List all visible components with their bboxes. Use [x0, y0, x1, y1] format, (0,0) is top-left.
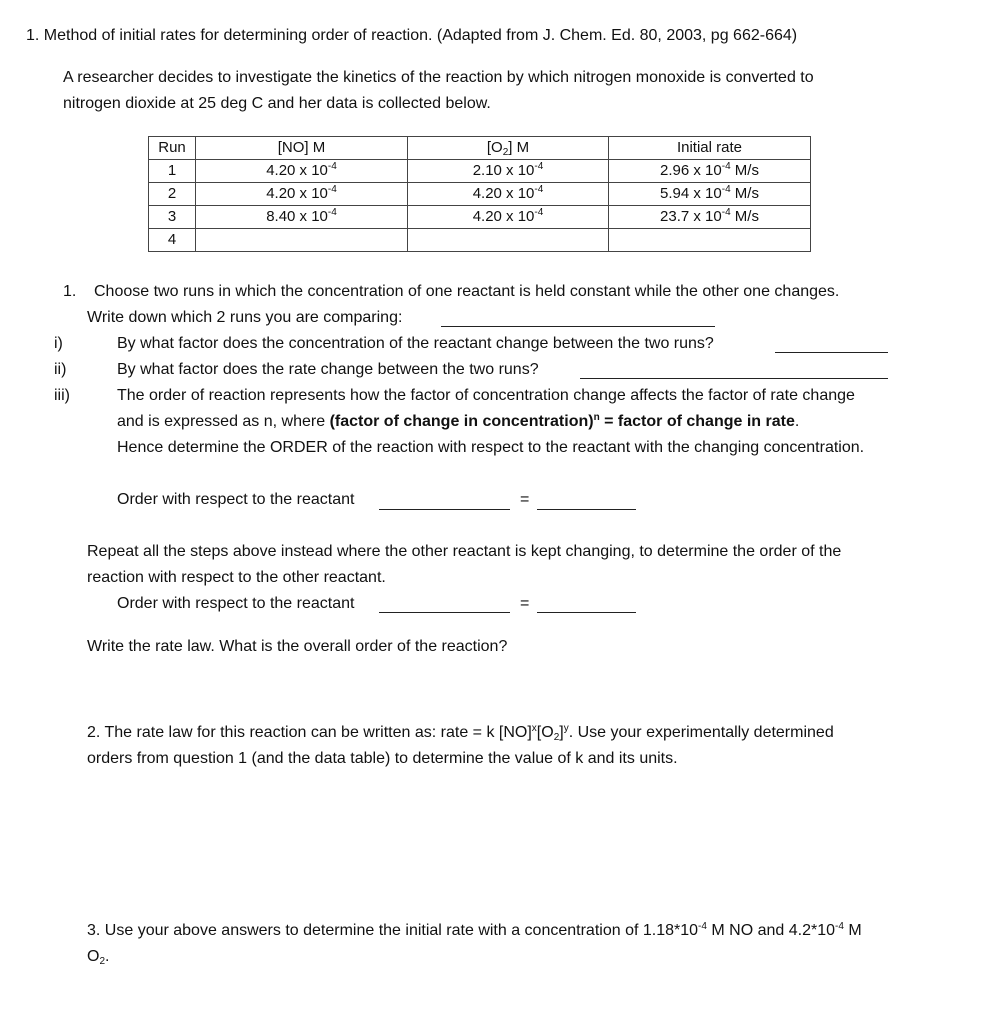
header-run: Run — [149, 137, 196, 160]
question-2-line-2: orders from question 1 (and the data table) to determine the value of k and its units. — [87, 750, 678, 767]
cell-no-empty[interactable] — [196, 229, 408, 252]
part-1-line-2: Write down which 2 runs you are comparing: — [87, 309, 403, 326]
part-1-number: 1. — [63, 283, 77, 300]
item-ii-text: By what factor does the rate change between the two runs? — [117, 361, 539, 378]
table-row — [149, 229, 811, 252]
header-no: [NO] M — [196, 137, 408, 160]
question-3-line-2: $O_2$. — [87, 948, 110, 967]
reactant-name-blank-1[interactable] — [379, 509, 510, 510]
equals-sign-2: = — [520, 595, 530, 612]
cell-rate: 23.7 x $10^{-4}$ M/s — [609, 206, 811, 229]
header-initial-rate: Initial rate — [609, 137, 811, 160]
table-row — [149, 160, 811, 183]
cell-run: 3 — [149, 206, 196, 229]
cell-no: 4.20 x $10^{-4}$ — [196, 160, 408, 183]
cell-no: 8.40 x $10^{-4}$ — [196, 206, 408, 229]
rate-law-prompt: Write the rate law. What is the overall order of the reaction? — [87, 638, 508, 655]
item-i-label: i) — [54, 335, 63, 352]
cell-run: 4 — [149, 229, 196, 252]
cell-rate-empty[interactable] — [609, 229, 811, 252]
item-ii-label: ii) — [54, 361, 67, 378]
order-label-1: Order with respect to the reactant — [117, 491, 355, 508]
cell-rate: 2.96 x $10^{-4}$ M/s — [609, 160, 811, 183]
item-iii-line-3: Hence determine the ORDER of the reaction with respect to the reactant with the changing concentration. — [117, 439, 865, 456]
concentration-factor-blank[interactable] — [775, 352, 888, 353]
data-table — [148, 136, 811, 252]
equals-sign-1: = — [520, 491, 530, 508]
cell-rate: 5.94 x $10^{-4}$ M/s — [609, 183, 811, 206]
header-o2: $[O_2]$ M — [408, 137, 609, 160]
repeat-line-1: Repeat all the steps above instead where the other reactant is kept changing, to determine the order of the — [87, 543, 842, 560]
question-2-line-1: 2. The rate law for this reaction can be written as: rate = k $[NO]^x[O_2]^y$. Use your experimentally determined — [87, 723, 834, 743]
cell-run: 2 — [149, 183, 196, 206]
cell-no: 4.20 x $10^{-4}$ — [196, 183, 408, 206]
intro-line-2: nitrogen dioxide at 25 deg C and her data is collected below. — [63, 95, 491, 112]
question-1-number: 1. — [26, 27, 40, 44]
question-1-heading — [26, 26, 797, 46]
table-header-row — [149, 137, 811, 160]
rate-factor-blank[interactable] — [580, 378, 888, 379]
table-row — [149, 183, 811, 206]
part-1-line-1: Choose two runs in which the concentration of one reactant is held constant while the other one changes. — [94, 283, 840, 300]
table-row — [149, 206, 811, 229]
item-iii-label: iii) — [54, 387, 70, 404]
intro-line-1: A researcher decides to investigate the kinetics of the reaction by which nitrogen monoxide is converted to — [63, 69, 814, 86]
cell-o2: 4.20 x $10^{-4}$ — [408, 183, 609, 206]
cell-o2: 4.20 x $10^{-4}$ — [408, 206, 609, 229]
item-iii-line-1: The order of reaction represents how the factor of concentration change affects the factor of rate change — [117, 387, 855, 404]
reactant-name-blank-2[interactable] — [379, 612, 510, 613]
cell-o2: 2.10 x $10^{-4}$ — [408, 160, 609, 183]
order-label-2: Order with respect to the reactant — [117, 595, 355, 612]
item-iii-line-2: and is expressed as n, where (factor of change in concentration)$^n$ = factor of change in rate. — [117, 412, 800, 430]
question-3-line-1: 3. Use your above answers to determine the initial rate with a concentration of $1.18*10^{-4}$ M NO and $4.2*10^{-4}$ M — [87, 921, 862, 939]
order-value-blank-1[interactable] — [537, 509, 636, 510]
cell-o2-empty[interactable] — [408, 229, 609, 252]
repeat-line-2: reaction with respect to the other reactant. — [87, 569, 386, 586]
runs-compared-blank[interactable] — [441, 326, 715, 327]
item-i-text: By what factor does the concentration of the reactant change between the two runs? — [117, 335, 714, 352]
question-1-title: Method of initial rates for determining order of reaction. (Adapted from J. Chem. Ed. 80, 2003, pg 662-664) — [43, 27, 798, 44]
order-value-blank-2[interactable] — [537, 612, 636, 613]
cell-run: 1 — [149, 160, 196, 183]
